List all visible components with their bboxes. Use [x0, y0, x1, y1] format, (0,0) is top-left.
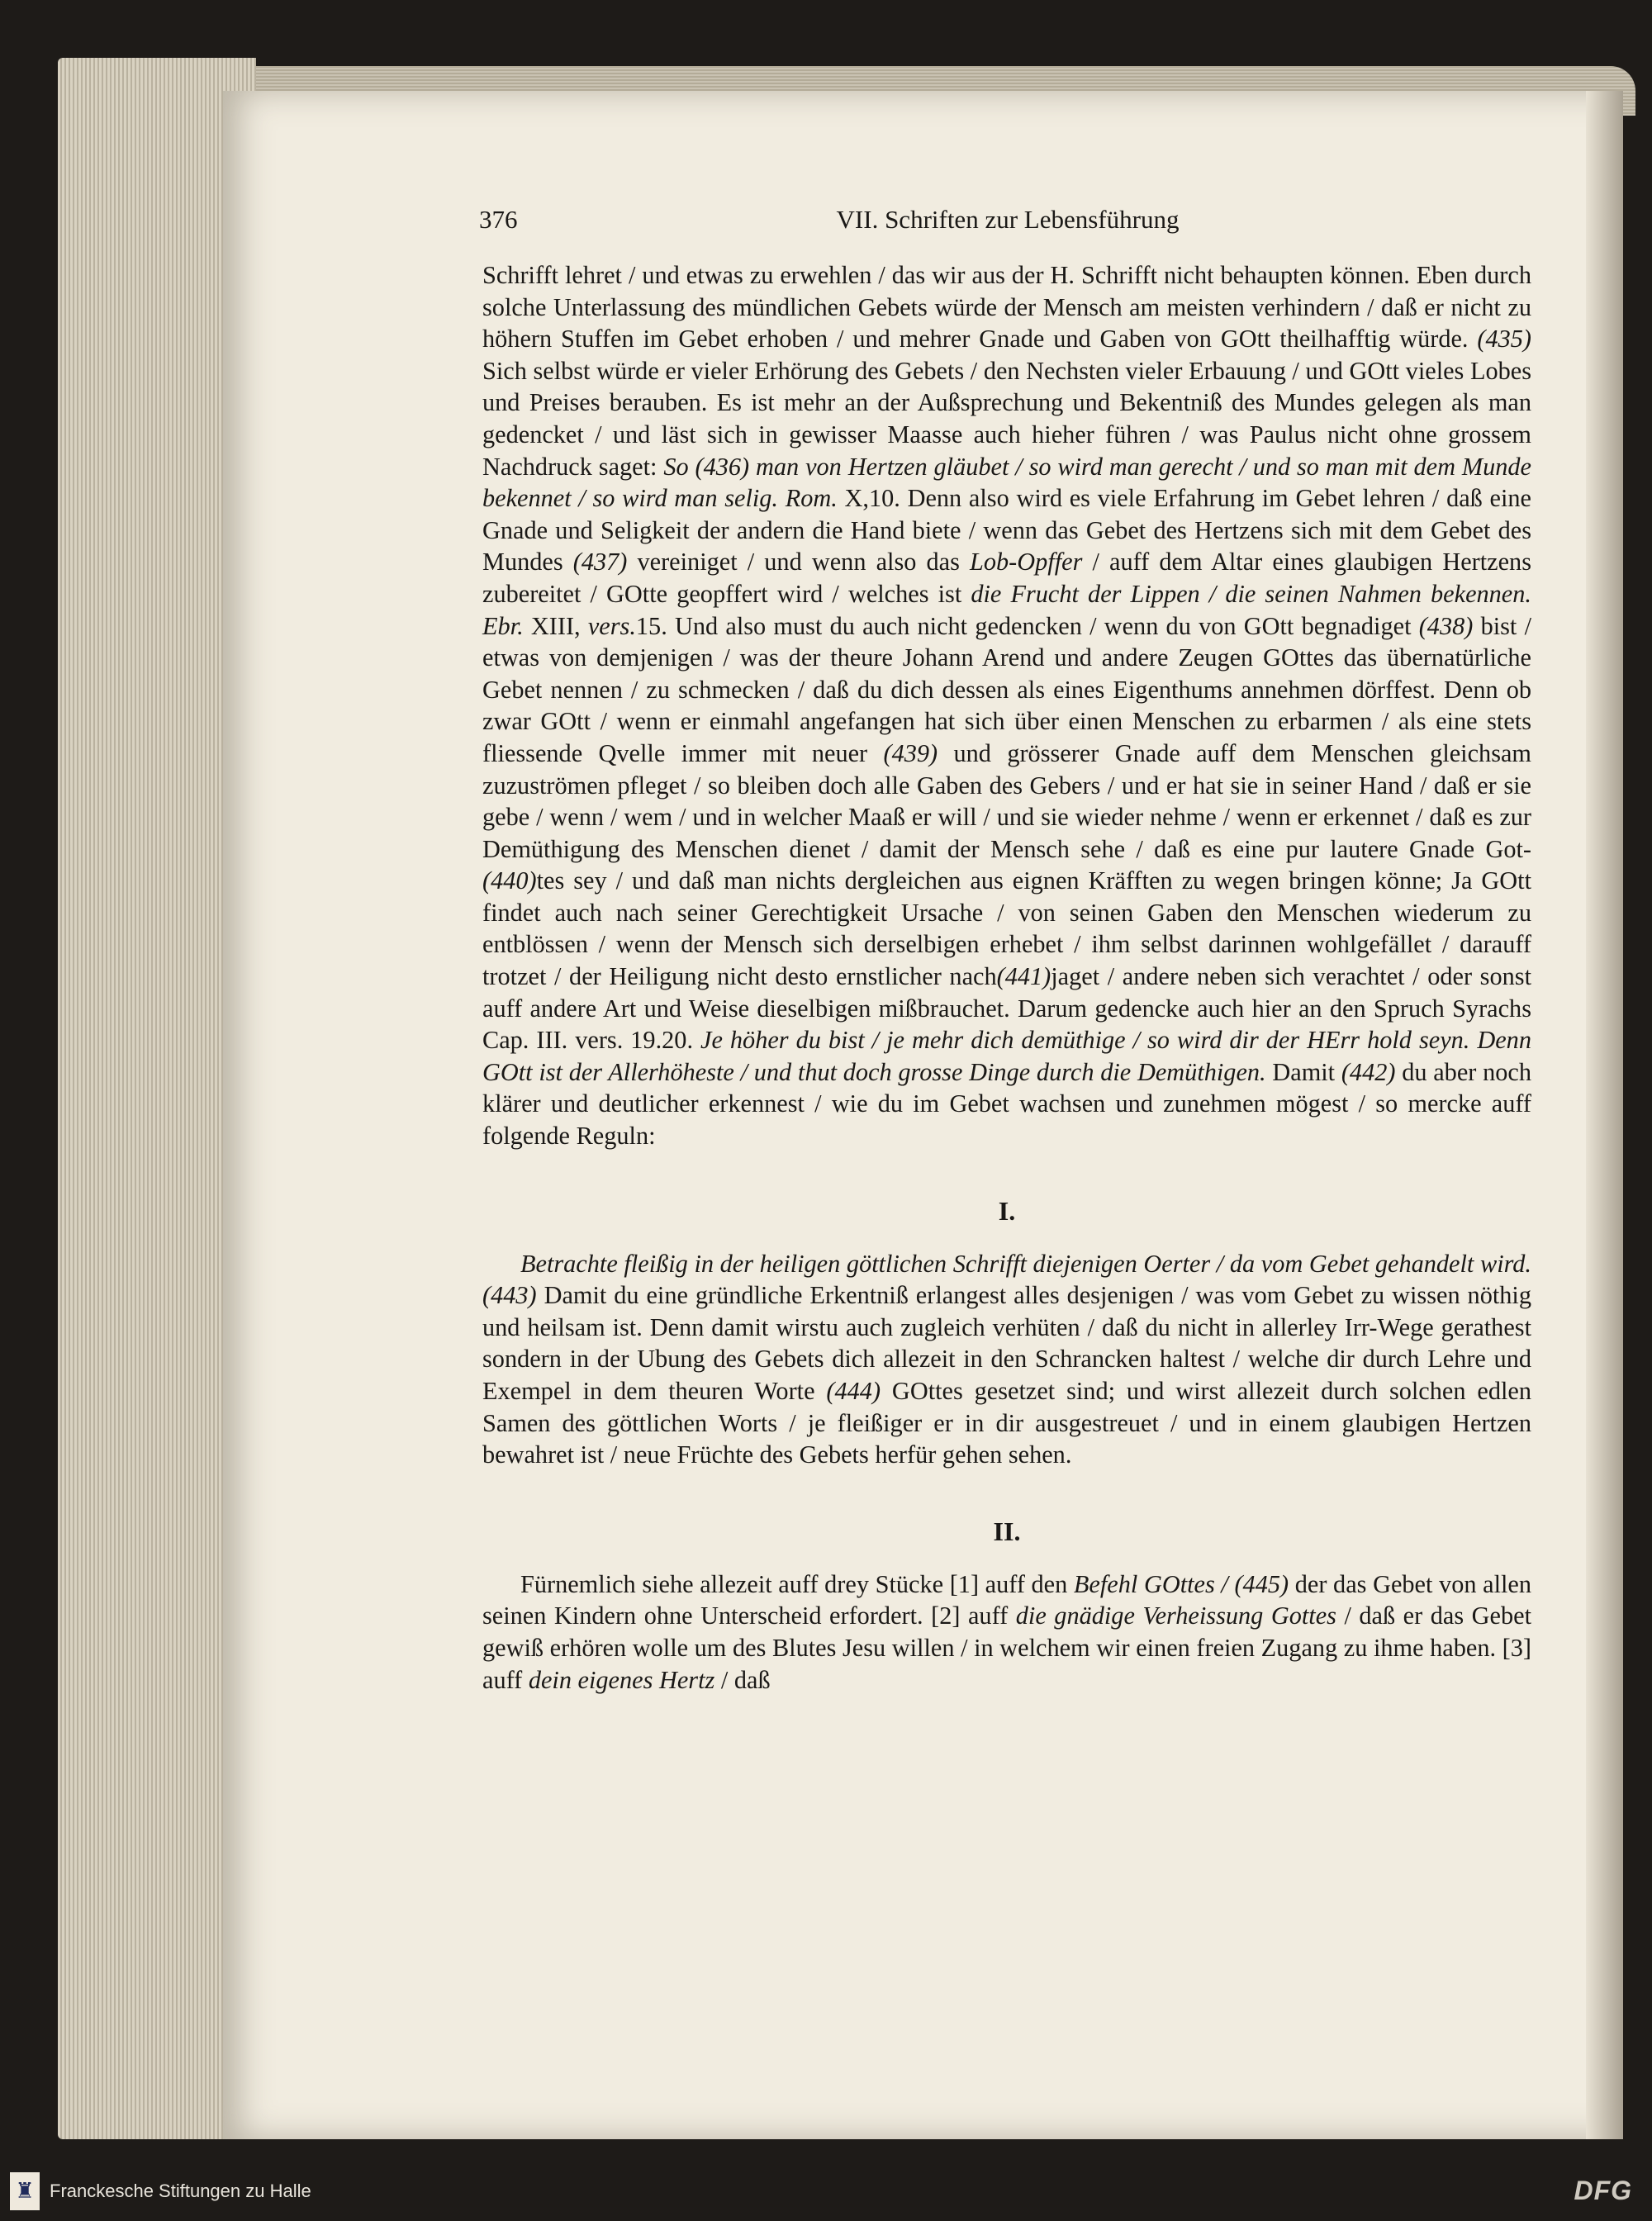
paragraph-main: Schrifft lehret / und etwas zu erwehlen / das wir aus der H. Schrifft nicht behaupten können. Eben durch solche Unterlassung des mündlichen Gebets würde der Mensch am meisten verhindern / daß er nicht zu höhern Stuffen im Gebet erhoben / und mehrer Gnade und Gaben von GOtt theilhafftig würde. (435) Sich selbst würde er vieler Erhörung des Gebets / den Nechsten vieler Erbauung / und GOtt vieles Lobes und Preises berauben. Es ist mehr an der Außsprechung und Bekentniß des Mundes gelegen als man gedencket / und läst sich in gewisser Maasse auch hieher führen / was Paulus nicht ohne grossem Nachdruck saget: So (436) man von Hertzen gläubet / so wird man gerecht / und so man mit dem Munde bekennet / so wird man selig. Rom. X,10. Denn also wird es viele Erfahrung im Gebet lehren / daß eine Gnade und Seligkeit der andern die Hand biete / wenn das Gebet des Hertzens sich mit dem Gebet des Mundes (437) vereiniget / und wenn also das Lob-Opffer / auff dem Altar eines glaubigen Hertzens zubereitet / GOtte geopffert wird / welches ist die Frucht der Lippen / die seinen Nahmen bekennen. Ebr. XIII, vers.15. Und also must du auch nicht gedencken / wenn du von GOtt begnadiget (438) bist / etwas von demjenigen / was der theure Johann Arend und andere Zeugen GOttes das übernatürliche Gebet nennen / zu schmecken / daß du dich dessen als eines Eigenthums annehmen dörffest. Denn ob zwar GOtt / wenn er einmahl angefangen hat sich über einen Menschen zu erbarmen / als eine stets fliessende Qvelle immer mit neuer (439) und grösserer Gnade auff dem Menschen gleichsam zuzuströmen pfleget / so bleiben doch alle Gaben des Gebers / und er hat sie in seiner Hand / daß er sie gebe / wenn / wem / und in welcher Maaß er will / und sie wieder nehme / wenn er erkennet / daß es zur Demüthigung des Menschen dienet / damit der Mensch sehe / daß es eine pur lautere Gnade Got-(440)tes sey / und daß man nichts dergleichen aus eignen Kräfften zu wegen bringen könne; Ja GOtt findet auch nach seiner Gerechtigkeit Ursache / von seinen Gaben den Menschen wiederum zu entblössen / wenn der Mensch sich derselbigen erhebet / ihm selbst darinnen wohlgefället / darauff trotzet / der Heiligung nicht desto ernstlicher nach(441)jaget / andere neben sich verachtet / oder sonst auff andere Art und Weise dieselbigen mißbrauchet. Darum gedencke auch hier an den Spruch Syrachs Cap. III. vers. 19.20. Je höher du bist / je mehr dich demüthige / so wird dir der HErr hold seyn. Denn GOtt ist der Allerhöheste / und thut doch grosse Dinge durch die Demüthigen. Damit (442) du aber noch klärer und deutlicher erkennest / wie du im Gebet wachsen und zunehmen mögest / so mercke auff folgende Reguln:: [482, 261, 1531, 1151]
running-title: VII. Schriften zur Lebensführung: [836, 205, 1180, 234]
marginal-number: (438): [1418, 611, 1474, 640]
institution-logo-icon: ♜: [10, 2172, 40, 2210]
dfg-logo: DFG: [1574, 2176, 1632, 2205]
marginal-number: (441): [996, 962, 1051, 991]
page-number: 376: [479, 205, 518, 234]
bible-quote: So (436) man von Hertzen gläubet / so wird man gerecht / und so man mit dem Munde bekennet / so wird man selig. Rom.: [482, 452, 1531, 513]
bible-quote: die Frucht der Lippen / die seinen Nahmen bekennen. Ebr.: [482, 579, 1531, 640]
marginal-number: (435): [1477, 325, 1531, 354]
institution-name: Franckesche Stiftungen zu Halle: [50, 2181, 311, 2201]
section-2-paragraph: Fürnemlich siehe allezeit auff drey Stücke [1] auff den Befehl GOttes / (445) der das Gebet von allen seinen Kindern ohne Unterscheid erfordert. [2] auff die gnädige Verheissung Gottes / daß er das Gebet gewiß erhören wolle um des Blutes Jesu willen / in welchem wir einen freien Zugang zu ihme haben. [3] auff dein eigenes Hertz / daß: [482, 1569, 1532, 1694]
section-1-paragraph: Betrachte fleißig in der heiligen göttlichen Schrifft diejenigen Oerter / da vom Gebet gehandelt wird. (443) Damit du eine gründliche Erkentniß erlangest alles desjenigen / was vom Gebet zu wissen nöthig und heilsam ist. Denn damit wirstu auch zugleich verhüten / daß du nicht in allerley Irr-Wege gerathest sondern in der Ubung des Gebets dich allezeit in den Schrancken haltest / welche dir durch Lehre und Exempel in dem theuren Worte (444) GOttes gesetzet sind; und wirst allezeit durch solchen edlen Samen des göttlichen Worts / je fleißiger er in dir ausgestreuet / und in einem glaubigen Hertzen bewahret ist / neue Früchte des Gebets herfür gehen sehen.: [482, 1249, 1531, 1469]
marginal-number: (444): [826, 1377, 881, 1405]
viewer-footer: [0, 2164, 1652, 2221]
section-heading-1: I.: [998, 1195, 1016, 1226]
marginal-number: (437): [572, 548, 628, 577]
page-header: [479, 205, 1536, 246]
marginal-number: (442): [1341, 1057, 1396, 1086]
book-page-curl: [1586, 91, 1623, 2139]
rule-statement: Betrachte fleißig in der heiligen göttlichen Schrifft diejenigen Oerter / da vom Gebet gehandelt wird. (443): [482, 1249, 1531, 1310]
marginal-number: (440): [482, 866, 537, 895]
marginal-number: (439): [883, 738, 938, 767]
bible-quote: Je höher du bist / je mehr dich demüthige / so wird dir der HErr hold seyn. Denn GOtt ist der Allerhöheste / und thut doch grosse Dinge durch die Demüthigen.: [482, 1026, 1531, 1086]
section-heading-2: II.: [993, 1516, 1021, 1546]
body-text: [482, 259, 1531, 1696]
